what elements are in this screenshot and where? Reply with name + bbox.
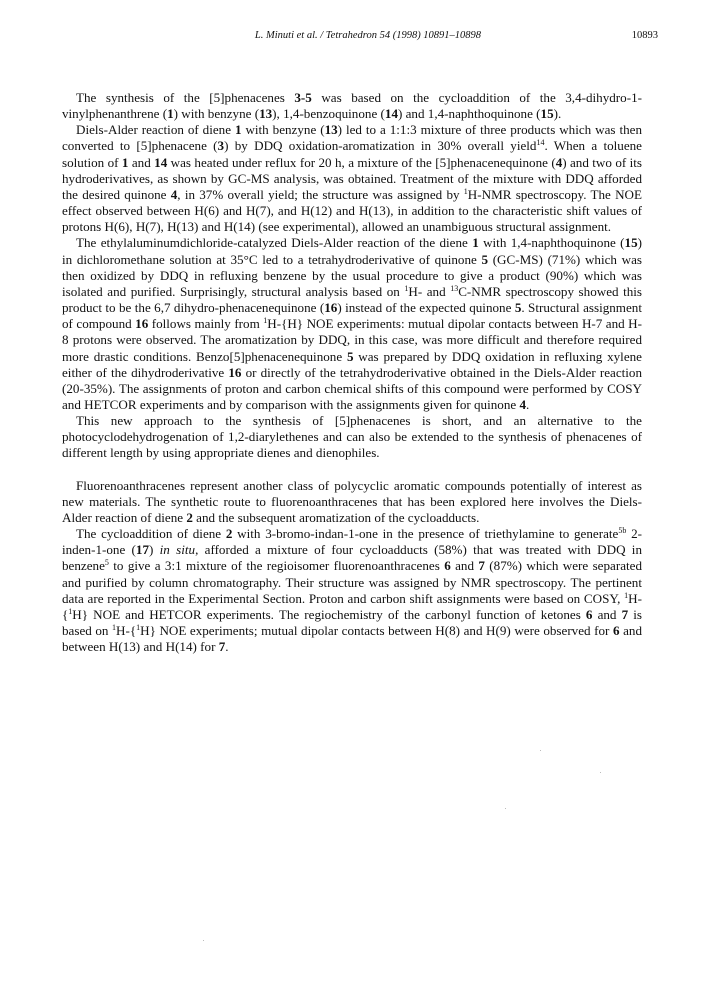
compound-number: 16 [228, 364, 242, 380]
text-run: ) instead of the expected quinone [337, 300, 515, 316]
compound-number: 2 [186, 509, 193, 525]
text-run: ) [149, 542, 160, 558]
text-run: ) by DDQ oxidation-aromatization in 30% overall yield [224, 138, 537, 154]
paragraph [62, 122, 642, 235]
text-run: H-{ [62, 590, 642, 622]
text-run: ) in dichloromethane solution at 35°C led to a tetrahydroderivative of quinone [62, 235, 642, 267]
text-run: H} NOE and HETCOR experiments. The regiochemistry of the carbonyl function of ketones [72, 606, 586, 622]
text-run: The cycloaddition of diene [76, 526, 226, 542]
text-run: follows mainly from [148, 316, 264, 332]
text-run: H-{H} NOE experiments: mutual dipolar contacts between H-7 and H-8 protons were observed. The aromatization by DDQ, in this case, was more difficult and therefore required more drastic conditions. Benzo[5]phenacenequinone [62, 316, 642, 364]
text-run: or directly of the tetrahydroderivative obtained in the Diels-Alder reaction (20-35%). The assignments of proton and carbon chemical shifts of this compound were performed by COSY and HETCOR experiments and by comparison with the assignments given for quinone [62, 364, 643, 412]
superscript: 1 [68, 606, 73, 616]
paragraph [62, 235, 642, 413]
text-run: Diels-Alder reaction of diene [76, 122, 235, 138]
compound-number: 13 [324, 122, 338, 138]
text-run: . [526, 396, 530, 412]
compound-number: 6 [612, 623, 620, 638]
superscript: 14 [536, 138, 545, 148]
text-run: and [128, 154, 155, 170]
citation-line: L. Minuti et al. / Tetrahedron 54 (1998) 10891–10898 [254, 30, 482, 41]
compound-number: 1 [234, 122, 242, 138]
text-run: . When a toluene solution of [62, 138, 642, 170]
text-run: and the subsequent aromatization of the cycloadducts. [192, 509, 480, 525]
superscript: 13 [450, 283, 459, 293]
text-run: (87%) which were separated and purified by column chromatography. Their structure was assigned by NMR spectroscopy. The pertinent data are reported in the Experimental Section. Proton and carbon shift assignments were based on COSY, [62, 558, 643, 606]
text-run: C-NMR spectroscopy showed this product to be the 6,7 dihydro-phenacenequinone ( [62, 283, 643, 316]
text-run: ), 1,4-benzoquinone ( [272, 106, 385, 122]
paragraph [62, 478, 642, 526]
scan-speck [203, 940, 204, 941]
text-run: and between H(13) and H(14) for [62, 623, 642, 655]
superscript: 1 [136, 623, 141, 632]
superscript: 1 [404, 283, 409, 293]
compound-number: 13 [259, 106, 273, 122]
text-run: ) and 1,4-naphthoquinone ( [397, 106, 541, 122]
text-run: was heated under reflux for 20 h, a mixture of the [5]phenacenequinone ( [167, 154, 556, 170]
text-run: ). [553, 106, 562, 122]
compound-number: 15 [624, 235, 638, 251]
text-run: was based on the cycloaddition of the 3,4-dihydro-1-vinylphenanthrene ( [62, 90, 642, 122]
article-body [62, 90, 642, 655]
text-run: . [225, 639, 229, 655]
text-run: , in 37% overall yield; the structure was assigned by [177, 186, 464, 202]
compound-number: 1 [472, 235, 479, 251]
superscript: 5 [104, 558, 109, 568]
text-run: with benzyne ( [241, 122, 325, 138]
superscript: 1 [463, 186, 468, 196]
compound-number: 2 [225, 526, 233, 542]
text-run: H} NOE experiments; mutual dipolar contacts between H(8) and H(9) were observed for [140, 623, 613, 638]
page-number: 10893 [631, 30, 658, 41]
compound-number: 5 [481, 251, 489, 267]
compound-number: 14 [384, 106, 398, 122]
compound-number: 1 [167, 106, 174, 122]
text-run: ) led to a 1:1:3 mixture of three products which was then converted to [5]phenacene ( [62, 122, 642, 154]
text-run: was prepared by DDQ oxidation in refluxing xylene either of the dihydroderivative [62, 348, 642, 380]
scan-speck [505, 808, 506, 809]
text-run: The ethylaluminumdichloride-catalyzed Diels-Alder reaction of the diene [76, 235, 473, 251]
text-run: , afforded a mixture of four cycloadducts (58%) that was treated with DDQ in benzene [62, 542, 642, 574]
compound-number: 6 [444, 558, 451, 574]
text-run: Fluorenoanthracenes represent another class of polycyclic aromatic compounds potentially of interest as new materials. The synthetic route to fluorenoanthracenes that has been explored here involves the Diels-Alder reaction of diene [62, 477, 642, 525]
compound-number: 7 [218, 639, 226, 655]
text-run: H-NMR spectroscopy. The NOE effect observed between H(6) and H(7), and H(12) and H(13), in addition to the characteristic shift values of protons H(6), H(7), H(13) and H(14) (see experimental), allowed an unambiguous structural assignment. [62, 186, 643, 235]
compound-number: 1 [121, 154, 129, 170]
text-run: (GC-MS) (71%) which was then oxidized by DDQ in refluxing benzene by the usual procedure to give a product (90%) which was isolated and purified. Surprisingly, structural analysis based on [62, 251, 642, 299]
text-run: H-{ [116, 623, 137, 638]
scan-speck [600, 772, 601, 773]
compound-number: 4 [555, 154, 563, 170]
paragraph [62, 90, 642, 122]
compound-number: 6 [585, 606, 593, 622]
compound-number: 14 [154, 154, 168, 170]
superscript: 1 [624, 590, 629, 600]
text-run: and [592, 606, 622, 622]
compound-number: 5 [514, 300, 522, 316]
scan-speck [540, 750, 541, 751]
superscript: 1 [112, 623, 117, 632]
compound-number: 17 [135, 542, 150, 558]
text-run: . Structural assignment of compound [62, 300, 642, 332]
compound-number: 16 [324, 300, 338, 316]
running-head [78, 30, 658, 46]
text-run: with 3-bromo-indan-1-one in the presence of triethylamine to generate [232, 526, 619, 542]
text-run: ) with benzyne ( [173, 106, 260, 122]
text-run: H- and [408, 283, 451, 299]
compound-number: 3-5 [294, 90, 312, 105]
compound-number: 5 [346, 348, 354, 364]
text-run: The synthesis of the [5]phenacenes [76, 90, 295, 105]
text-run: ) and two of its hydroderivatives, as shown by GC-MS analysis, was obtained. Treatment of the mixture with DDQ afforded the desired quinone [62, 154, 643, 202]
compound-number: 7 [478, 558, 485, 574]
text-run: This new approach to the synthesis of [5]phenacenes is short, and an alternative to the photocyclodehydrogenation of 1,2-diarylethenes and can also be extended to the synthesis of phenacenes of different length by using appropriate dienes and dienophiles. [62, 413, 642, 461]
text-run: with 1,4-naphthoquinone ( [478, 235, 625, 251]
compound-number: 15 [540, 106, 554, 122]
compound-number: 4 [170, 186, 178, 202]
italic-text: in situ [159, 542, 196, 558]
compound-number: 7 [621, 606, 629, 622]
text-run: is based on [62, 606, 642, 638]
superscript: 5b [618, 526, 627, 536]
paragraph [62, 413, 642, 461]
paragraph [62, 526, 642, 655]
superscript: 1 [263, 316, 268, 326]
text-run: and [450, 558, 479, 574]
compound-number: 16 [135, 316, 149, 332]
compound-number: 4 [519, 396, 527, 412]
text-run: to give a 3:1 mixture of the regioisomer fluorenoanthracenes [108, 558, 445, 574]
text-run: 2-inden-1-one ( [62, 526, 642, 558]
compound-number: 3 [217, 138, 225, 154]
